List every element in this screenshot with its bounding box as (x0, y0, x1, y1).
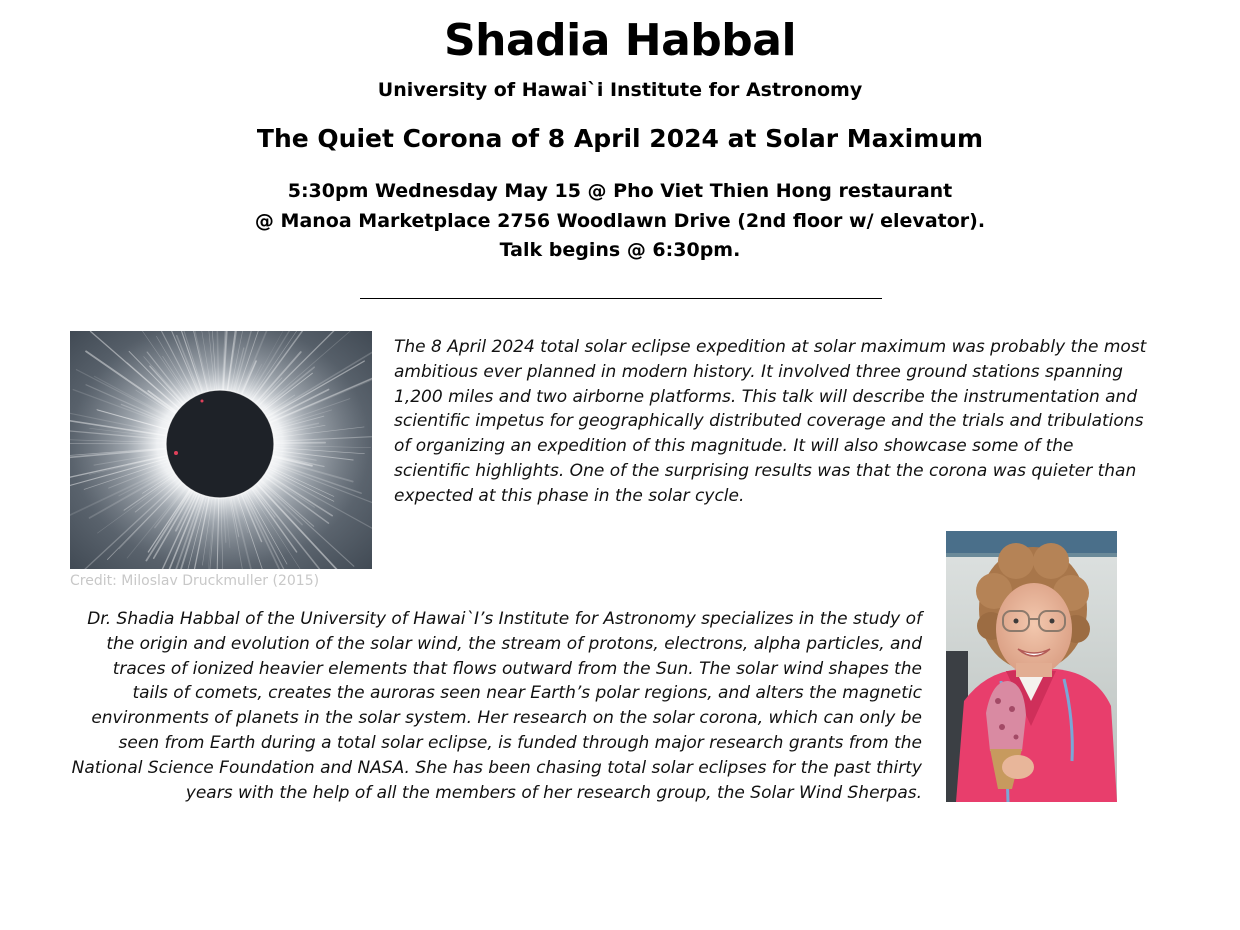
abstract-line: The 8 April 2024 total solar eclipse expedition at solar maximum was probably the most (394, 337, 1147, 357)
bio-line: the origin and evolution of the solar wind, the stream of protons, electrons, alpha particles, and (106, 633, 922, 654)
abstract-line: ambitious ever planned in modern history. It involved three ground stations spanning (394, 361, 1123, 382)
abstract-line: 1,200 miles and two airborne platforms. This talk will describe the instrumentation and (394, 386, 1138, 407)
talk-abstract (394, 335, 1194, 509)
event-line: @ Manoa Marketplace 2756 Woodlawn Drive (2nd floor w/ elevator). (254, 209, 986, 232)
bio-line: traces of ionized heavier elements that flows outward from the Sun. The solar wind shapes the (112, 658, 922, 679)
event-line: 5:30pm Wednesday May 15 @ Pho Viet Thien Hong restaurant (287, 180, 953, 202)
photo-credit: Credit: Miloslav Druckmuller (2015) (70, 573, 320, 589)
abstract-line: scientific impetus for geographically distributed coverage and the trials and tribulations (394, 411, 1144, 432)
event-line: Talk begins @ 6:30pm. (499, 239, 741, 261)
abstract-line: of organizing an expedition of this magnitude. It will also showcase some of the (394, 436, 1074, 457)
eclipse-corona-image (70, 331, 372, 569)
bio-line: environments of planets in the solar system. Her research on the solar corona, which can only be (91, 708, 922, 729)
abstract-line: scientific highlights. One of the surprising results was that the corona was quieter than (394, 460, 1137, 481)
bio-line: seen from Earth during a total solar eclipse, is funded through major research grants from the (118, 732, 922, 753)
speaker-photo (946, 531, 1117, 802)
talk-title: The Quiet Corona of 8 April 2024 at Solar Maximum (256, 124, 984, 153)
bio-line: National Science Foundation and NASA. She has been chasing total solar eclipses for the past thirty (71, 757, 922, 778)
speaker-name: Shadia Habbal (443, 15, 797, 66)
section-divider (360, 298, 882, 299)
bio-line: Dr. Shadia Habbal of the University of Hawai`I’s Institute for Astronomy specializes in the study of (87, 609, 922, 629)
speaker-bio (60, 607, 922, 805)
corona-streamer (274, 443, 325, 444)
abstract-line: expected at this phase in the solar cycle. (394, 485, 745, 506)
bio-line: tails of comets, creates the auroras seen near Earth’s polar regions, and alters the magnetic (132, 683, 922, 704)
event-info (0, 177, 1240, 266)
bio-line: years with the help of all the members of her research group, the Solar Wind Sherpas. (185, 782, 922, 803)
speaker-affiliation: University of Hawai`i Institute for Astronomy (377, 79, 863, 101)
